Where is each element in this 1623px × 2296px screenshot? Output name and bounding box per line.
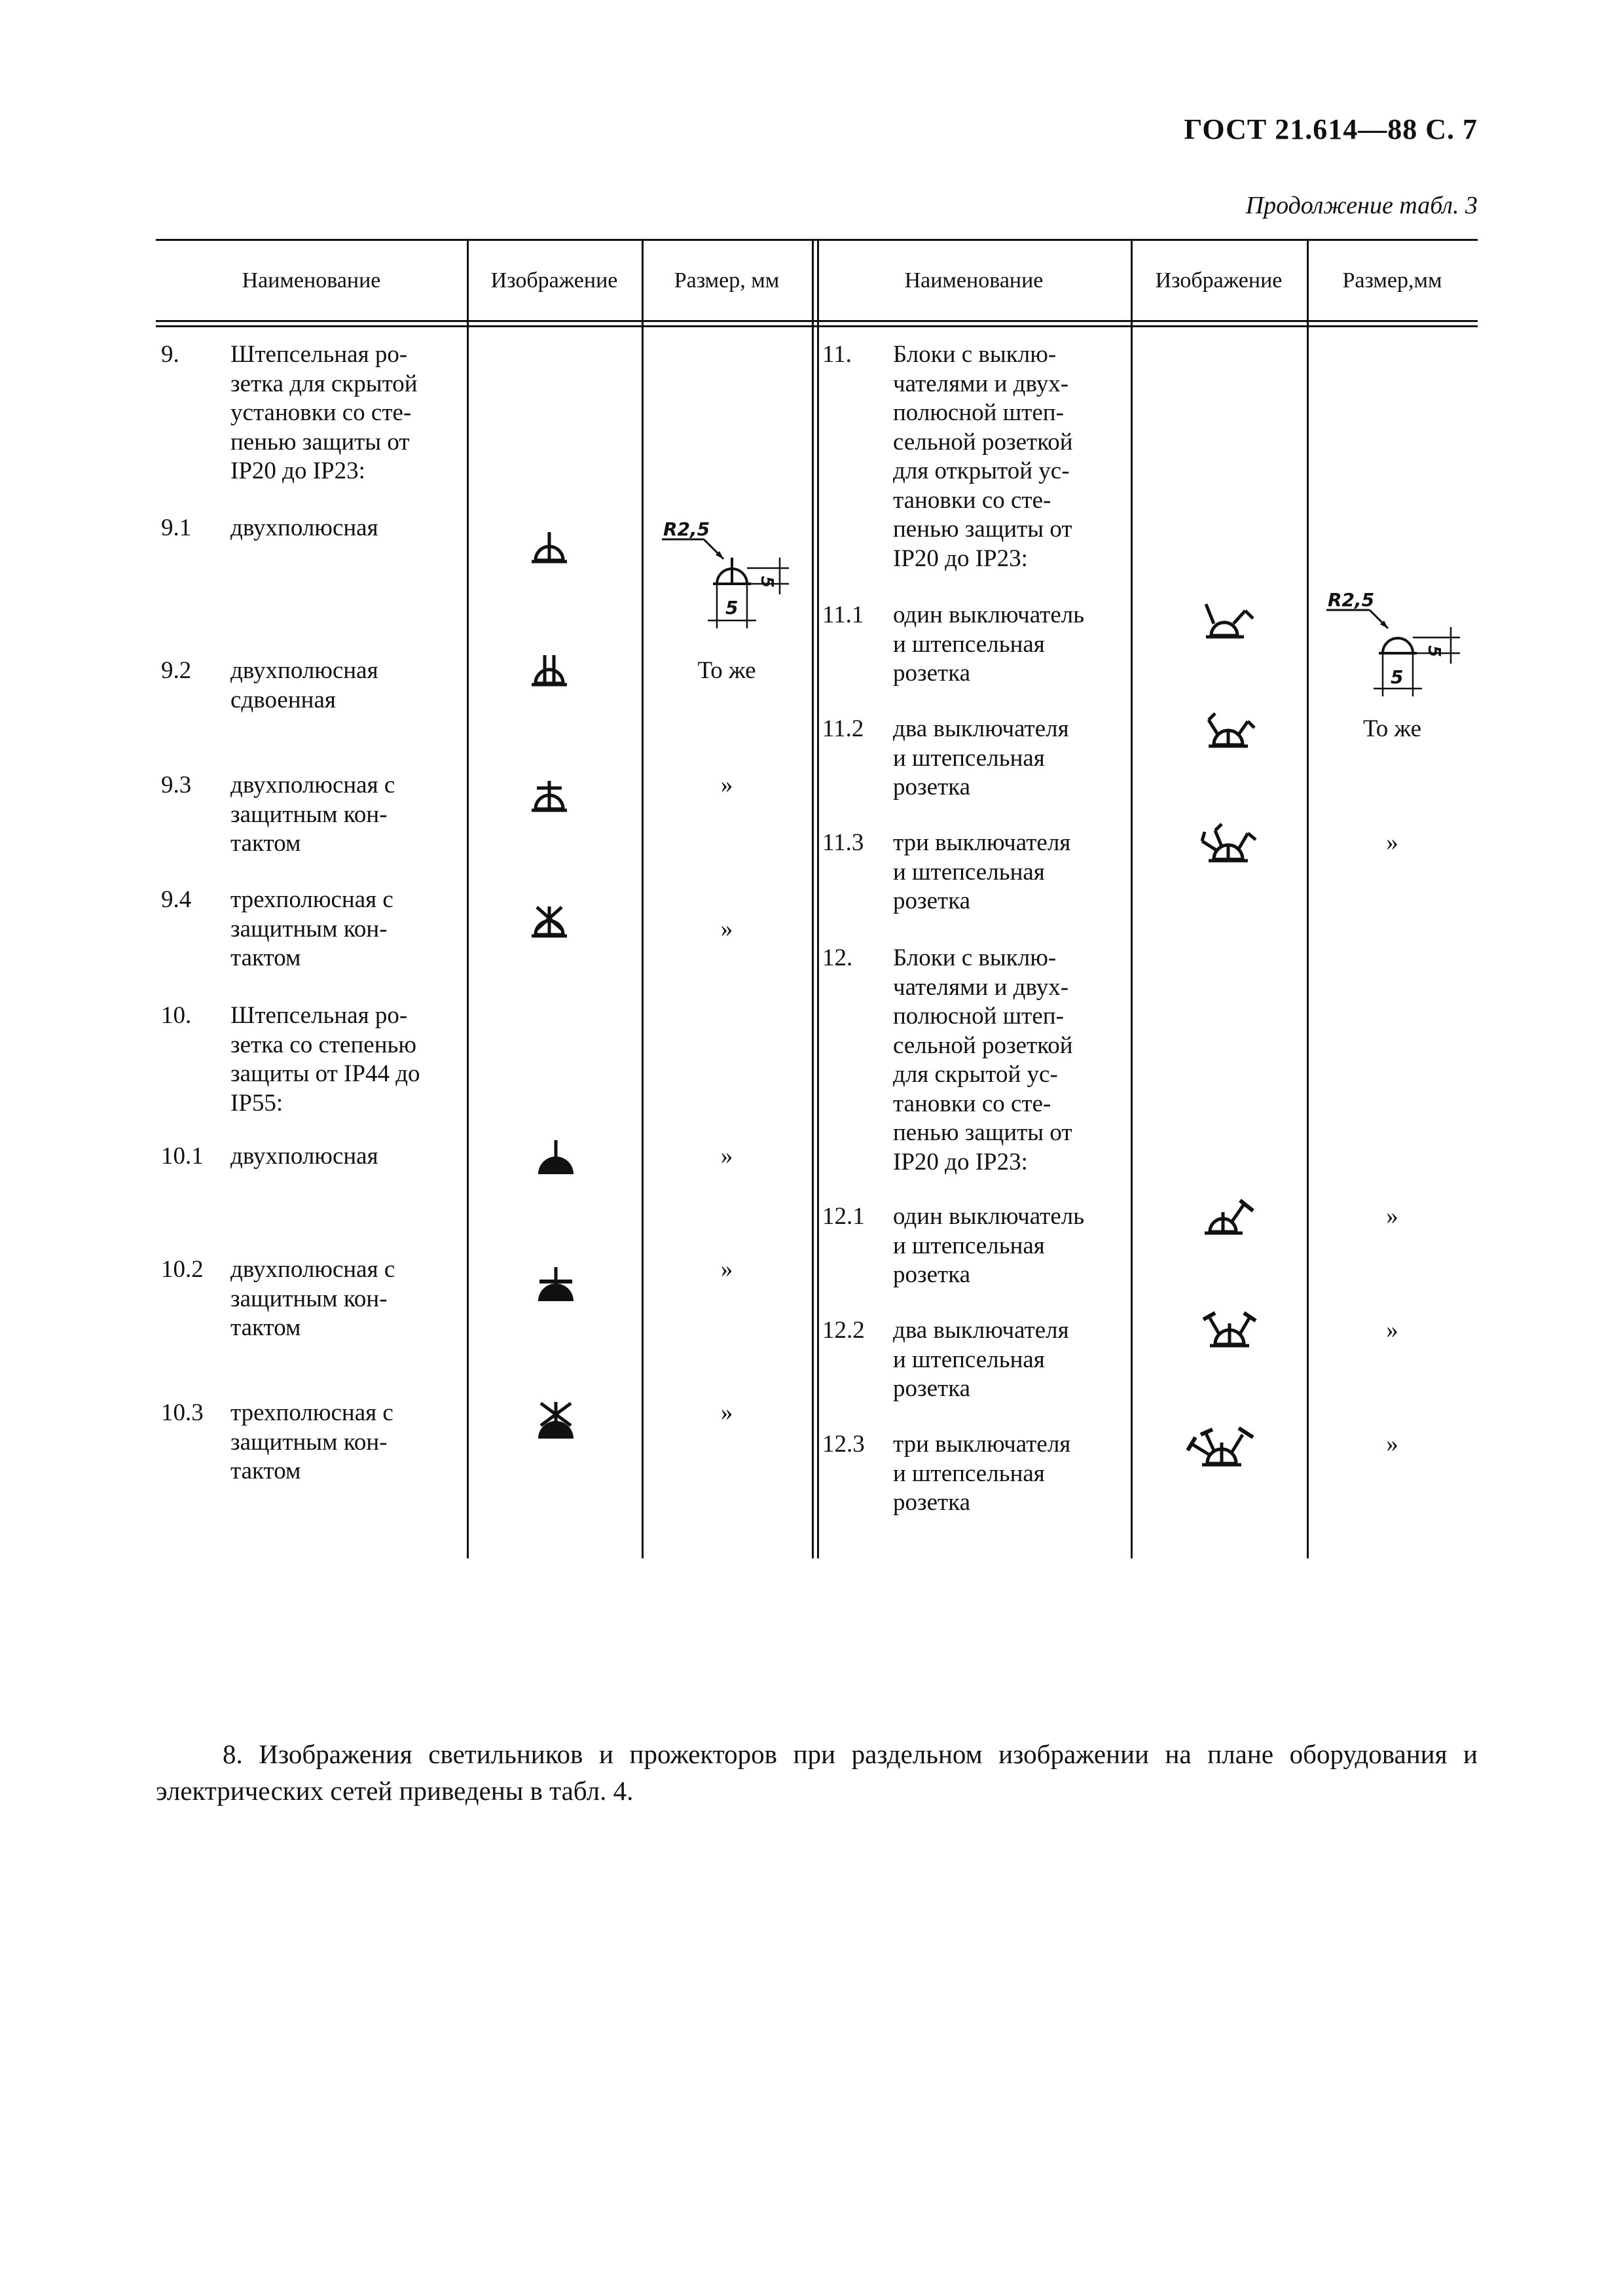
row-size: То же bbox=[1362, 715, 1422, 742]
socket-concealed-3pole-earth-icon bbox=[530, 905, 570, 944]
row-name: три выключателя и штепсельная розетка bbox=[893, 829, 1071, 914]
dimension-radius: R2,5 bbox=[1328, 589, 1375, 611]
socket-concealed-2pole-earth-icon bbox=[530, 779, 570, 818]
body-paragraph: 8. Изображения светильников и прожекторов при раздельном изображении на плане оборудования и электрических сетей приведены в табл. 4. bbox=[156, 1739, 1478, 1806]
row-number: 10. bbox=[161, 1002, 192, 1029]
svg-text:5 bbox=[757, 576, 776, 588]
block-concealed-1switch-icon bbox=[1203, 1196, 1256, 1238]
row-number: 12. bbox=[822, 944, 853, 971]
dimension-drawing bbox=[1322, 588, 1473, 706]
row-number: 12.1 bbox=[822, 1203, 865, 1230]
col-divider-center bbox=[812, 239, 814, 1558]
row-number: 9. bbox=[161, 341, 179, 368]
row-name: два выключателя и штепсельная розетка bbox=[893, 715, 1069, 800]
col-divider bbox=[1131, 239, 1133, 1558]
socket-ip44-3pole-earth-icon bbox=[536, 1401, 576, 1444]
row-number: 11.2 bbox=[822, 715, 864, 742]
row-size: » bbox=[1386, 1431, 1398, 1458]
column-header-image: Изображение bbox=[1155, 268, 1283, 293]
row-name: трехполюсная с защитным кон- тактом bbox=[230, 886, 393, 971]
row-number: 9.2 bbox=[161, 657, 192, 684]
row-number: 11.3 bbox=[822, 829, 864, 856]
row-number: 11.1 bbox=[822, 601, 864, 628]
block-concealed-2switch-icon bbox=[1202, 1309, 1257, 1351]
row-name: двухполюсная с защитным кон- тактом bbox=[230, 1256, 395, 1341]
row-number: 10.3 bbox=[161, 1399, 204, 1426]
row-number: 9.4 bbox=[161, 886, 192, 913]
page-header: ГОСТ 21.614—88 С. 7 bbox=[1184, 113, 1478, 145]
column-header-name: Наименование bbox=[242, 268, 381, 293]
dimension-height: 5 bbox=[757, 576, 776, 588]
svg-text:R2,5 bbox=[663, 518, 710, 540]
row-number: 12.2 bbox=[822, 1317, 865, 1344]
row-name: двухполюсная сдвоенная bbox=[230, 657, 378, 713]
row-name: Блоки с выклю- чателями и двух- полюсной штеп- сельной розеткой для открытой ус- тановки со сте- пенью защиты от IP20 до IP23: bbox=[893, 341, 1073, 572]
row-size: » bbox=[1386, 1317, 1398, 1344]
svg-text:R2,5 bbox=[1328, 589, 1374, 611]
socket-concealed-2pole-icon bbox=[530, 530, 570, 569]
table-continuation-label: Продолжение табл. 3 bbox=[1245, 192, 1478, 219]
row-size: » bbox=[720, 1143, 733, 1170]
row-number: 10.1 bbox=[161, 1143, 204, 1170]
col-divider-center bbox=[817, 239, 819, 1558]
svg-text:5 bbox=[725, 597, 738, 619]
col-divider bbox=[467, 239, 469, 1558]
column-header-name: Наименование bbox=[904, 268, 1044, 293]
dimension-width: 5 bbox=[725, 597, 739, 619]
dimension-drawing bbox=[658, 517, 799, 641]
socket-ip44-2pole-earth-icon bbox=[536, 1266, 576, 1306]
row-number: 11. bbox=[822, 341, 852, 368]
row-name: один выключатель и штепсельная розетка bbox=[893, 601, 1085, 687]
dimension-width: 5 bbox=[1391, 666, 1404, 688]
block-concealed-3switch-icon bbox=[1185, 1424, 1257, 1470]
row-name: двухполюсная с защитным кон- тактом bbox=[230, 772, 395, 857]
row-name: три выключателя и штепсельная розетка bbox=[893, 1431, 1071, 1516]
block-open-2switch-icon bbox=[1203, 708, 1256, 750]
column-header-size: Размер,мм bbox=[1342, 268, 1442, 293]
row-name: Штепсельная ро- зетка для скрытой установки со сте- пенью защиты от IP20 до IP23: bbox=[230, 341, 418, 484]
column-header-size: Размер, мм bbox=[674, 268, 780, 293]
svg-text:5 bbox=[1424, 645, 1444, 657]
row-size: » bbox=[720, 1256, 733, 1283]
row-name: двухполюсная bbox=[230, 1143, 378, 1170]
row-size: » bbox=[720, 916, 733, 942]
row-size: То же bbox=[697, 657, 756, 684]
dimension-height: 5 bbox=[1424, 645, 1444, 658]
row-name: Штепсельная ро- зетка со степенью защиты от IP44 до IP55: bbox=[230, 1002, 420, 1117]
row-name: два выключателя и штепсельная розетка bbox=[893, 1317, 1069, 1402]
row-number: 10.2 bbox=[161, 1256, 204, 1283]
row-size: » bbox=[720, 772, 733, 798]
row-name: Блоки с выклю- чателями и двух- полюсной штеп- сельной розеткой для скрытой ус- тановки со сте- пенью защиты от IP20 до IP23: bbox=[893, 944, 1073, 1175]
socket-ip44-2pole-icon bbox=[536, 1139, 576, 1179]
col-divider bbox=[642, 239, 644, 1558]
row-size: » bbox=[720, 1399, 733, 1426]
row-name: один выключатель и штепсельная розетка bbox=[893, 1203, 1085, 1288]
svg-text:5 bbox=[1391, 666, 1403, 688]
dimension-radius: R2,5 bbox=[663, 518, 710, 540]
block-open-1switch-icon bbox=[1203, 599, 1256, 641]
row-name: трехполюсная с защитным кон- тактом bbox=[230, 1399, 393, 1484]
row-size: » bbox=[1386, 829, 1398, 856]
socket-concealed-2pole-double-icon bbox=[530, 653, 570, 692]
row-name: двухполюсная bbox=[230, 514, 378, 541]
row-number: 9.1 bbox=[161, 514, 192, 541]
col-divider bbox=[1307, 239, 1309, 1558]
row-number: 12.3 bbox=[822, 1431, 865, 1458]
block-open-3switch-icon bbox=[1198, 821, 1258, 865]
row-number: 9.3 bbox=[161, 772, 192, 798]
row-size: » bbox=[1386, 1203, 1398, 1230]
column-header-image: Изображение bbox=[490, 268, 618, 293]
